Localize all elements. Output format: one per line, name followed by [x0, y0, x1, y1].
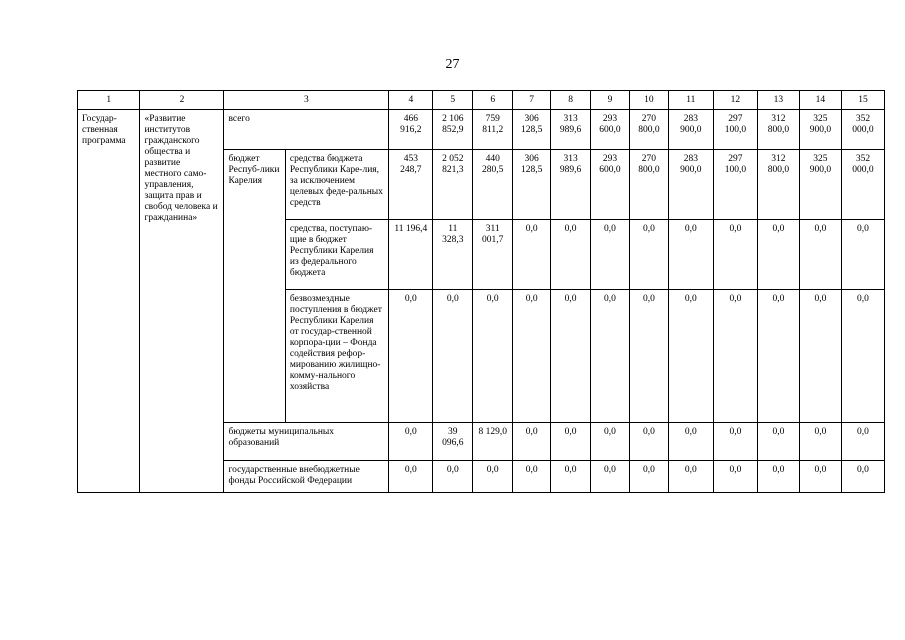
header-cell: 11	[668, 91, 713, 110]
value-cell: 440 280,5	[473, 150, 513, 220]
value-cell: 0,0	[713, 220, 757, 290]
program-type-cell: Государ-ственная программа	[78, 110, 140, 493]
table-row	[78, 110, 885, 150]
value-cell: 0,0	[799, 461, 841, 493]
value-cell: 0,0	[433, 290, 473, 423]
value-cell: 0,0	[757, 220, 799, 290]
value-cell: 0,0	[668, 461, 713, 493]
value-cell: 0,0	[799, 290, 841, 423]
row-label: средства бюджета Республики Каре-лия, за исключением целевых феде-ральных средств	[285, 150, 388, 220]
value-cell: 283 900,0	[668, 110, 713, 150]
value-cell: 0,0	[713, 423, 757, 461]
value-cell: 0,0	[591, 290, 630, 423]
value-cell: 11 328,3	[433, 220, 473, 290]
value-cell: 11 196,4	[389, 220, 433, 290]
value-cell: 325 900,0	[799, 150, 841, 220]
value-cell: 313 989,6	[551, 150, 591, 220]
value-cell: 352 000,0	[841, 110, 884, 150]
value-cell: 270 800,0	[629, 110, 668, 150]
row-label: государственные внебюджетные фонды Российской Федерации	[224, 461, 389, 493]
page-number: 27	[445, 57, 460, 72]
value-cell: 0,0	[713, 290, 757, 423]
header-cell: 9	[591, 91, 630, 110]
row-label: безвозмездные поступления в бюджет Республики Карелия от государ-ственной корпора-ции – Фонда содействия рефор-мированию жилищно-комму-нального хозяйства	[285, 290, 388, 423]
value-cell: 0,0	[629, 461, 668, 493]
value-cell: 0,0	[551, 220, 591, 290]
header-cell: 8	[551, 91, 591, 110]
value-cell: 0,0	[841, 220, 884, 290]
row-label: средства, поступаю-щие в бюджет Республики Карелия из федерального бюджета	[285, 220, 388, 290]
budget-rk-label: бюджет Респуб-лики Карелия	[224, 150, 285, 423]
value-cell: 0,0	[513, 290, 551, 423]
value-cell: 0,0	[799, 220, 841, 290]
value-cell: 313 989,6	[551, 110, 591, 150]
value-cell: 0,0	[551, 290, 591, 423]
value-cell: 297 100,0	[713, 150, 757, 220]
value-cell: 0,0	[551, 423, 591, 461]
value-cell: 293 600,0	[591, 150, 630, 220]
header-cell: 2	[140, 91, 224, 110]
value-cell: 466 916,2	[389, 110, 433, 150]
header-cell: 7	[513, 91, 551, 110]
value-cell: 2 052 821,3	[433, 150, 473, 220]
value-cell: 0,0	[591, 423, 630, 461]
budget-table	[77, 90, 885, 493]
value-cell: 2 106 852,9	[433, 110, 473, 150]
value-cell: 0,0	[389, 423, 433, 461]
value-cell: 0,0	[629, 290, 668, 423]
header-cell: 6	[473, 91, 513, 110]
header-row	[78, 91, 885, 110]
value-cell: 306 128,5	[513, 150, 551, 220]
row-label: бюджеты муниципальных образований	[224, 423, 389, 461]
value-cell: 0,0	[591, 461, 630, 493]
value-cell: 352 000,0	[841, 150, 884, 220]
header-cell: 5	[433, 91, 473, 110]
value-cell: 270 800,0	[629, 150, 668, 220]
value-cell: 0,0	[473, 461, 513, 493]
value-cell: 306 128,5	[513, 110, 551, 150]
header-cell: 14	[799, 91, 841, 110]
value-cell: 293 600,0	[591, 110, 630, 150]
header-cell: 1	[78, 91, 140, 110]
value-cell: 0,0	[551, 461, 591, 493]
value-cell: 0,0	[668, 423, 713, 461]
header-cell: 15	[841, 91, 884, 110]
header-cell: 12	[713, 91, 757, 110]
value-cell: 0,0	[713, 461, 757, 493]
value-cell: 283 900,0	[668, 150, 713, 220]
value-cell: 0,0	[799, 423, 841, 461]
value-cell: 759 811,2	[473, 110, 513, 150]
header-cell: 13	[757, 91, 799, 110]
value-cell: 0,0	[629, 220, 668, 290]
value-cell: 453 248,7	[389, 150, 433, 220]
value-cell: 0,0	[668, 220, 713, 290]
row-label: всего	[224, 110, 389, 150]
value-cell: 0,0	[841, 423, 884, 461]
header-cell: 4	[389, 91, 433, 110]
value-cell: 0,0	[513, 461, 551, 493]
value-cell: 0,0	[841, 461, 884, 493]
value-cell: 297 100,0	[713, 110, 757, 150]
value-cell: 0,0	[513, 423, 551, 461]
header-cell: 3	[224, 91, 389, 110]
value-cell: 0,0	[433, 461, 473, 493]
value-cell: 39 096,6	[433, 423, 473, 461]
value-cell: 0,0	[389, 461, 433, 493]
value-cell: 312 800,0	[757, 150, 799, 220]
value-cell: 0,0	[591, 220, 630, 290]
value-cell: 0,0	[629, 423, 668, 461]
value-cell: 0,0	[757, 423, 799, 461]
value-cell: 0,0	[841, 290, 884, 423]
value-cell: 0,0	[389, 290, 433, 423]
value-cell: 8 129,0	[473, 423, 513, 461]
value-cell: 0,0	[473, 290, 513, 423]
header-cell: 10	[629, 91, 668, 110]
value-cell: 0,0	[757, 461, 799, 493]
program-name-cell: «Развитие институтов гражданского общества и развитие местного само-управления, защита прав и свобод человека и гражданина»	[140, 110, 224, 493]
value-cell: 0,0	[513, 220, 551, 290]
value-cell: 0,0	[668, 290, 713, 423]
value-cell: 0,0	[757, 290, 799, 423]
value-cell: 311 001,7	[473, 220, 513, 290]
value-cell: 312 800,0	[757, 110, 799, 150]
value-cell: 325 900,0	[799, 110, 841, 150]
